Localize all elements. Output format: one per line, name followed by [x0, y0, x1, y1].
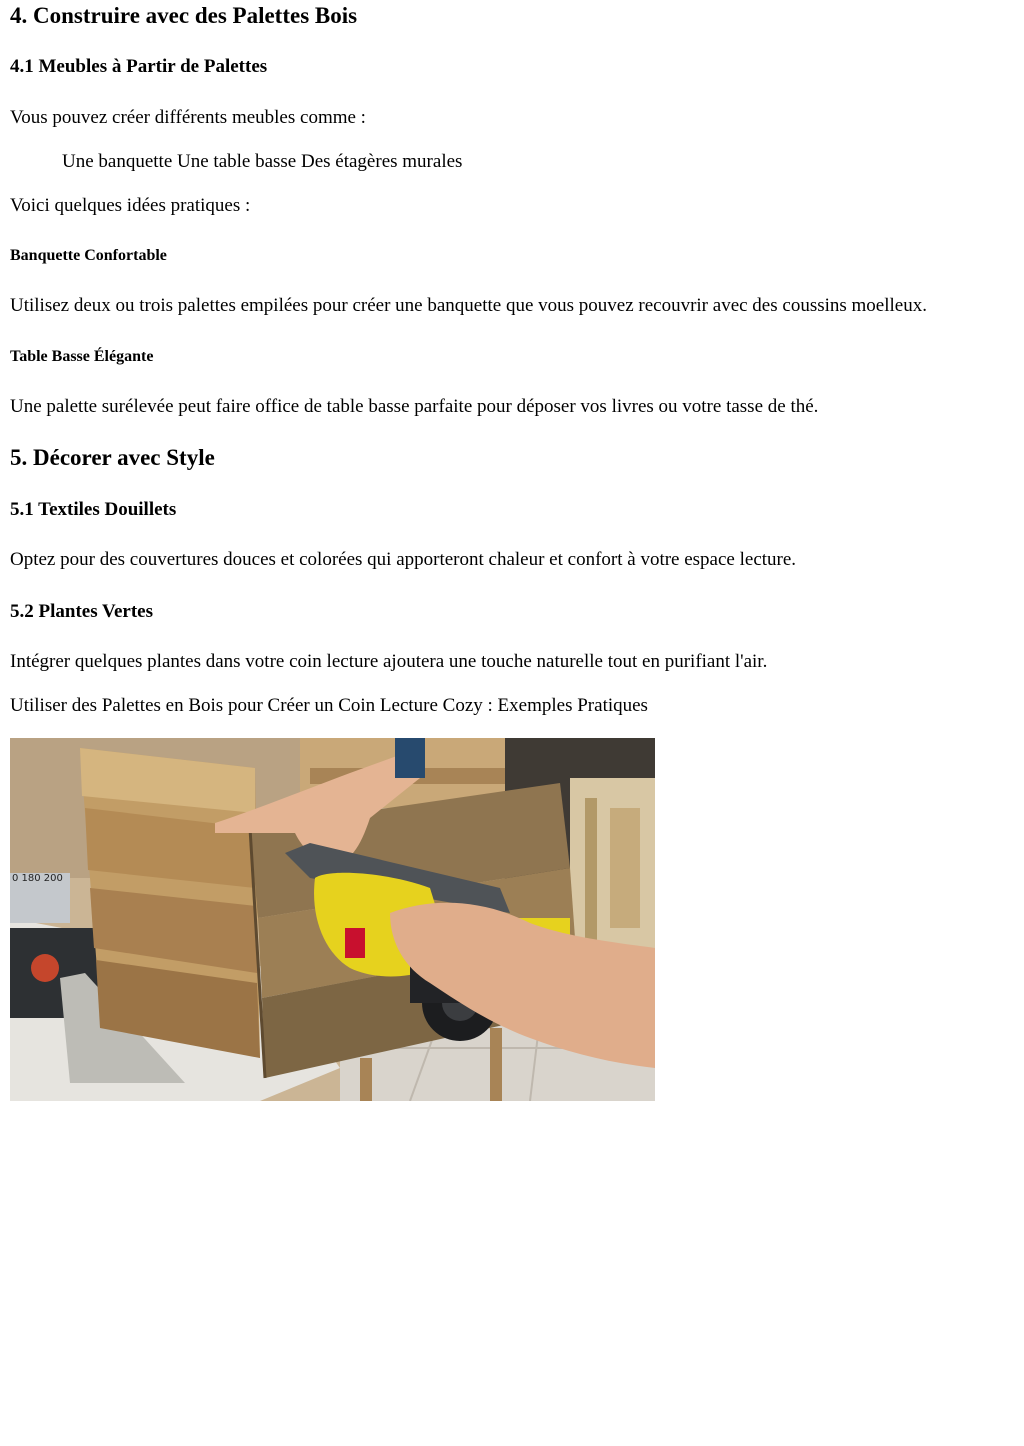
ruler-scale-text: 0 180 200	[12, 873, 63, 884]
heading-section-5: 5. Décorer avec Style	[10, 445, 215, 470]
heading-table-basse: Table Basse Élégante	[10, 348, 154, 365]
heading-section-5-1: 5.1 Textiles Douillets	[10, 499, 177, 520]
textiles-text: Optez pour des couvertures douces et colorées qui apporteront chaleur et confort à votre espace lecture.	[10, 549, 797, 570]
image-caption: Utiliser des Palettes en Bois pour Créer un Coin Lecture Cozy : Exemples Pratiques	[10, 695, 648, 716]
furniture-list-line: Une banquette Une table basse Des étagères murales	[62, 151, 463, 172]
banquette-text: Utilisez deux ou trois palettes empilées pour créer une banquette que vous pouvez recouvrir avec des coussins moelleux.	[10, 295, 927, 316]
plantes-text: Intégrer quelques plantes dans votre coin lecture ajoutera une touche naturelle tout en purifiant l'air.	[10, 651, 768, 672]
heading-section-4: 4. Construire avec des Palettes Bois	[10, 3, 358, 28]
heading-section-5-2: 5.2 Plantes Vertes	[10, 601, 154, 622]
furniture-intro-text: Vous pouvez créer différents meubles comme :	[10, 107, 366, 128]
ideas-intro-text: Voici quelques idées pratiques :	[10, 195, 251, 216]
heading-section-4-1: 4.1 Meubles à Partir de Palettes	[10, 56, 268, 77]
table-basse-text: Une palette surélevée peut faire office de table basse parfaite pour déposer vos livres ou votre tasse de thé.	[10, 396, 819, 417]
pallet-crate-photo	[10, 738, 655, 1101]
heading-banquette: Banquette Confortable	[10, 247, 167, 264]
